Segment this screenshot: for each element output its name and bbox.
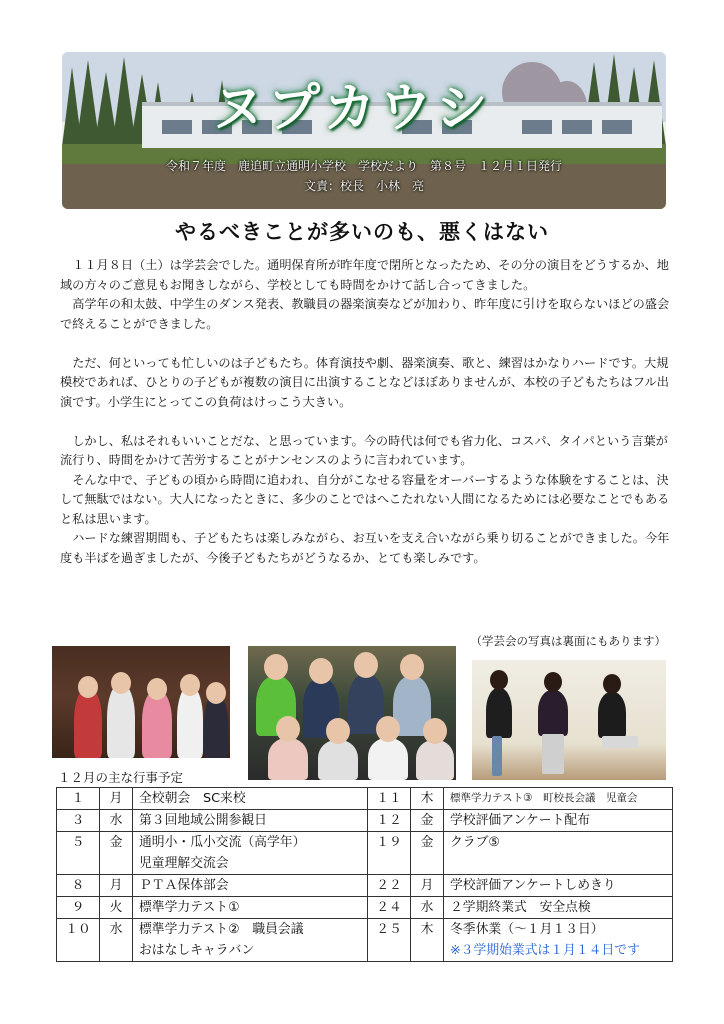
date-cell: ２２ <box>368 875 411 897</box>
weekday-cell: 水 <box>411 897 444 919</box>
paragraph: しかし、私はそれもいいことだな、と思っています。今の時代は何でも省力化、コスパ、タイパという言葉が流行り、時間をかけて苦労することがナンセンスのように言われています。 <box>60 433 668 467</box>
date-cell: １９ <box>368 832 411 875</box>
weekday-cell: 月 <box>411 875 444 897</box>
author-info: 文責：校長 小林 亮 <box>303 179 424 193</box>
weekday-cell: 木 <box>411 788 444 810</box>
weekday-cell: 金 <box>100 832 133 875</box>
event-line: おはなしキャラバン <box>139 943 255 958</box>
weekday-cell: 火 <box>100 897 133 919</box>
event-line: 標準学力テスト② 職員会議 <box>139 922 304 937</box>
date-cell: ３ <box>57 810 100 832</box>
weekday-cell: 木 <box>411 919 444 962</box>
table-row <box>57 919 673 962</box>
weekday-cell: 金 <box>411 810 444 832</box>
weekday-cell: 月 <box>100 875 133 897</box>
term-start-note: ※３学期始業式は１月１４日です <box>450 943 640 958</box>
table-row <box>57 897 673 919</box>
article-headline: やるべきことが多いのも、悪くはない <box>175 220 549 244</box>
paragraph: 高学年の和太鼓、中学生のダンス発表、教職員の器楽演奏などが加わり、昨年度に引けを取らないほどの盛会で終えることができました。 <box>60 297 670 331</box>
paragraph: ただ、何といっても忙しいのは子どもたち。体育演技や劇、器楽演奏、歌と、練習はかなりハードです。大規模校であれば、ひとりの子どもが複数の演目に出演することなどほぼありませんが、本校の子どもたちはフル出演です。小学生にとってこの負荷はけっこう大きい。 <box>60 355 669 409</box>
photo-choir <box>248 646 456 780</box>
event-cell <box>444 919 673 962</box>
table-row <box>57 810 673 832</box>
weekday-cell: 月 <box>100 788 133 810</box>
event-cell <box>133 919 368 962</box>
event-cell: 標準学力テスト③ 町校長会議 児童会 <box>444 788 673 810</box>
date-cell: １２ <box>368 810 411 832</box>
weekday-cell: 水 <box>100 919 133 962</box>
schedule-table <box>56 787 673 962</box>
weekday-cell: 水 <box>100 810 133 832</box>
event-cell <box>133 832 368 875</box>
photo-note: （学芸会の写真は裏面にもあります） <box>470 634 666 648</box>
date-cell: １１ <box>368 788 411 810</box>
header-banner <box>62 52 666 209</box>
date-cell: ２５ <box>368 919 411 962</box>
event-cell: 全校朝会 SC来校 <box>133 788 368 810</box>
table-row <box>57 875 673 897</box>
table-row <box>57 832 673 875</box>
event-cell: 標準学力テスト① <box>133 897 368 919</box>
event-cell: ＰＴＡ保体部会 <box>133 875 368 897</box>
date-cell: ８ <box>57 875 100 897</box>
event-line: 児童理解交流会 <box>139 856 229 871</box>
event-cell: 学校評価アンケート配布 <box>444 810 673 832</box>
event-line: 冬季休業（～１月１３日） <box>450 922 604 937</box>
paragraph: そんな中で、子どもの頃から時間に追われ、自分がこなせる容量をオーバーするような体験をすることは、決して無駄ではない。大人になったときに、多少のことではへこたれない人間になるためには必要なことでもあると私は思います。 <box>60 472 670 526</box>
publication-info: 令和７年度 鹿追町立通明小学校 学校だより 第８号 １２月１日発行 <box>165 159 562 173</box>
date-cell: １０ <box>57 919 100 962</box>
photo-dance <box>472 660 666 780</box>
event-cell: 第３回地域公開参観日 <box>133 810 368 832</box>
weekday-cell: 金 <box>411 832 444 875</box>
paragraph: １１月８日（土）は学芸会でした。通明保育所が昨年度で閉所となったため、その分の演目をどうするか、地域の方々のご意見もお聞きしながら、学校としても時間をかけて話し合ってきました。 <box>60 258 669 292</box>
date-cell: ５ <box>57 832 100 875</box>
photo-costume-play <box>52 646 230 758</box>
date-cell: １ <box>57 788 100 810</box>
date-cell: ２４ <box>368 897 411 919</box>
newsletter-title: ヌプカウシ <box>212 79 492 139</box>
event-cell: ２学期終業式 安全点検 <box>444 897 673 919</box>
schedule-title: １２月の主な行事予定 <box>58 770 184 785</box>
paragraph: ハードな練習期間も、子どもたちは楽しみながら、お互いを支え合いながら乗り切ることができました。今年度も半ばを過ぎましたが、今後子どもたちがどうなるか、とても楽しみです。 <box>60 531 670 565</box>
event-line: 通明小・瓜小交流（高学年） <box>139 835 306 850</box>
table-row <box>57 788 673 810</box>
event-cell: 学校評価アンケートしめきり <box>444 875 673 897</box>
article-body <box>60 256 675 568</box>
date-cell: ９ <box>57 897 100 919</box>
event-cell: クラブ⑤ <box>444 832 673 875</box>
